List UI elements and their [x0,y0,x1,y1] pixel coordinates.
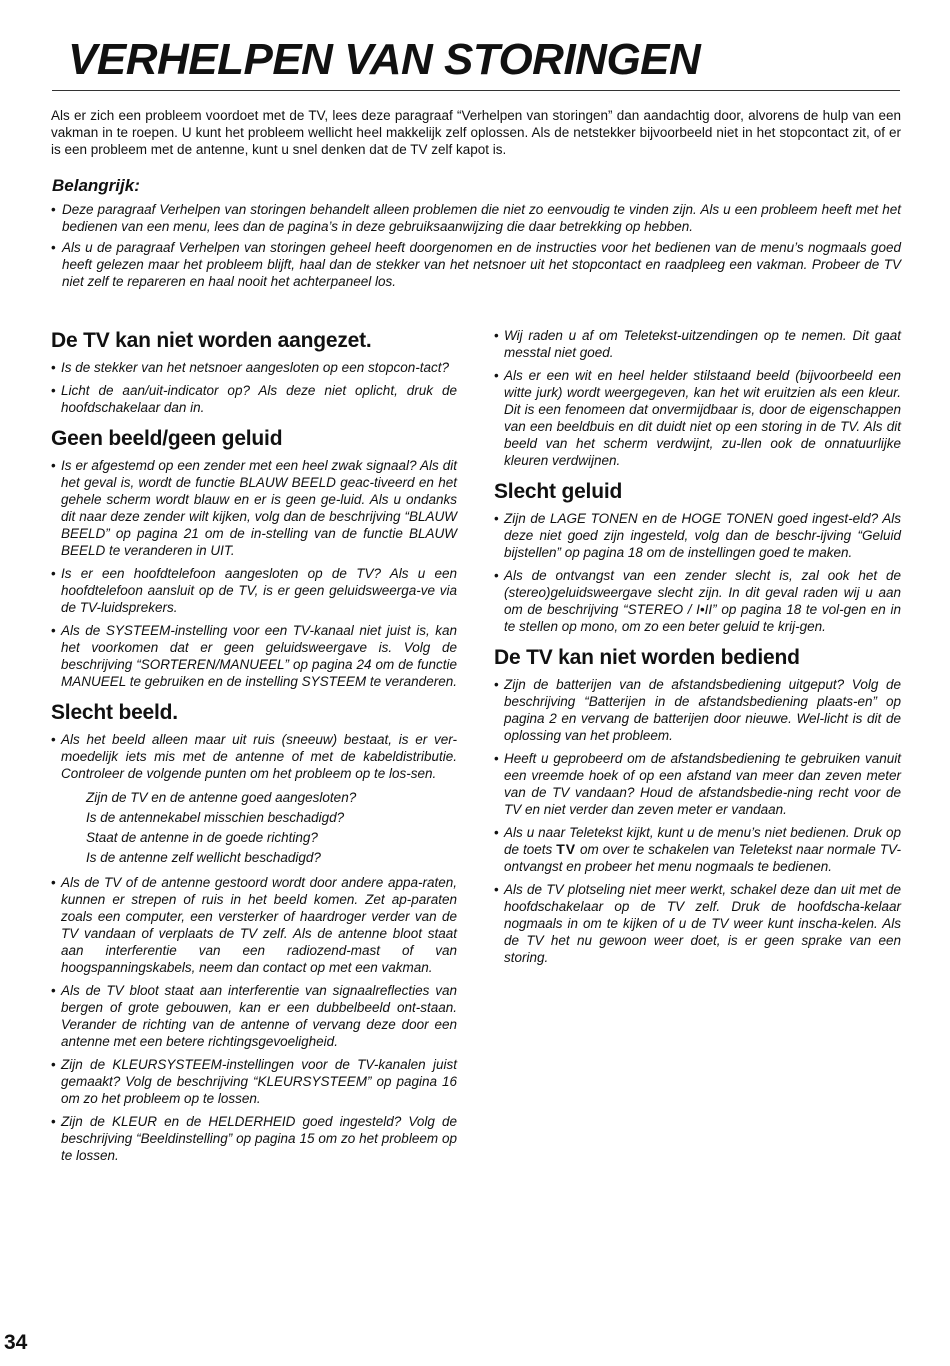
important-list [51,201,901,294]
list-item: • Als de ontvangst van een zender slecht is, zal ook het de (stereo)geluidsweergave slecht zijn. In dit geval raden wij u aan om de beschrijving “STEREO / I•II” op pagina 18 te vol-gen en in te stellen op mono, om zo een beter geluid te krij-gen. [494,567,901,635]
list-item: • Zijn de KLEUR en de HELDERHEID goed ingesteld? Volg de beschrijving “Beeldinstelling” op pagina 15 om zo het probleem op te lossen. [51,1113,457,1164]
right-column [494,327,901,972]
no-picture-sound-list [51,457,457,690]
bad-picture-continued-list [494,327,901,469]
list-item: • Als de TV bloot staat aan interferentie van signaalreflecties van bergen of grote gebouwen, kan er een dubbelbeeld ont-staan. Verander de richting van de antenne of vervang deze door een antenne met een betere richtingsgevoeligheid. [51,982,457,1050]
important-item: • Deze paragraaf Verhelpen van storingen behandelt alleen problemen die niet zo eenvoudig te vinden zijn. Als u een probleem heeft met het bedienen van een menu, lees dan de pagina’s in deze gebruiksaanwijzing die daar betrekking op hebben. [51,201,901,235]
list-item-text: Als het beeld alleen maar uit ruis (sneeuw) bestaat, is er ver-moedelijk iets mis met de antenne of met de kabeldistributie. Controleer de volgende punten om het probleem op te los-sen. [61,732,457,781]
teletext-text-2: om over te schakelen van Teletekst naar normale TV-ontvangst en probeer het menu nogmaals te bedienen. [504,842,901,874]
list-item: • Zijn de LAGE TONEN en de HOGE TONEN goed ingest-eld? Als deze niet goed zijn ingesteld, volg dan de beschr-ijving “Geluid bijstellen” op pagina 18 om de instellingen goed te maken. [494,510,901,561]
list-item: • Als de TV plotseling niet meer werkt, schakel deze dan uit met de hoofdschakelaar op de TV zelf. Druk de hoofdscha-kelaar nogmaals in om te kijken of u de TV weer kunt inscha-kelen. Als de TV het nu gewoon weer doet, is er geen sprake van een storing. [494,881,901,966]
check-item: Zijn de TV en de antenne goed aangesloten? [86,790,357,805]
check-item: Staat de antenne in de goede richting? [86,830,318,845]
page-title: VERHELPEN VAN STORINGEN [68,35,701,84]
list-item: • Als de TV of de antenne gestoord wordt door andere appa-raten, kunnen er strepen of ruis in het beeld komen. Zet ap-paraten zoals een computer, een versterker of haardroger verder van de TV vandaan of verplaats de TV zelf. Als de antenne bloot staat aan interferentie van een radiozend-mast of van hoogspanningskabels, neem dan contact op met een vakman. [51,874,457,976]
important-heading: Belangrijk: [52,176,140,195]
list-item: • Zijn de KLEURSYSTEEM-instellingen voor de TV-kanalen juist gemaakt? Volg de beschrijving “KLEURSYSTEEM” op pagina 16 om zo het probleem op te lossen. [51,1056,457,1107]
page-number: 34 [4,1331,28,1354]
tv-key-label: TV [556,841,577,857]
list-item: • Als de SYSTEEM-instelling voor een TV-kanaal niet juist is, kan het voorkomen dat er geen geluidsweergave is. Volg de beschrijving “SORTEREN/MANUEEL” op pagina 24 om de functie MANUEEL te gebruiken en de instelling SYSTEEM te veranderen. [51,622,457,690]
section-heading-no-control: De TV kan niet worden bediend [494,646,800,669]
section-heading-bad-picture: Slecht beeld. [51,701,178,724]
intro-paragraph: Als er zich een probleem voordoet met de TV, lees deze paragraaf “Verhelpen van storingen” dan aandachtig door, alvorens de hulp van een vakman in te roepen. U kunt het probleem wellicht heel makkelijk zelf oplossen. Als de netstekker bijvoorbeeld niet in het stopcontact zit, of er is een probleem met de antenne, kunt u snel denken dat de TV zelf kapot is. [51,108,901,157]
section-heading-no-power: De TV kan niet worden aangezet. [51,329,372,352]
check-item: Is de antenne zelf wellicht beschadigd? [86,850,321,865]
list-item: • Als er een wit en heel helder stilstaand beeld (bijvoorbeeld een witte jurk) wordt weergegeven, kan het wit eruitzien als een kleur. Dit is een fenomeen dat onvermijdbaar is, door de eigenschappen van een beeldbuis en dit duidt niet op een storing in de TV. Als dit beeld van het scherm verdwijnt, zu-llen ook de onnatuurlijke kleuren verdwijnen. [494,367,901,469]
list-item [51,731,457,868]
section-heading-no-picture-sound: Geen beeld/geen geluid [51,427,283,450]
no-control-list [494,676,901,966]
list-item [494,824,901,875]
bad-sound-list [494,510,901,635]
bad-picture-list [51,731,457,1164]
important-item: • Als u de paragraaf Verhelpen van storingen geheel heeft doorgenomen en de instructies voor het bedienen van de menu’s nogmaals goed heeft gelezen maar het probleem blijft, haal dan de stekker van het netsnoer uit het stopcontact en raadpleeg een vakman. Probeer de TV niet zelf te repareren en haal nooit het achterpaneel los. [51,239,901,290]
check-item: Is de antennekabel misschien beschadigd? [86,810,345,825]
list-item: • Is er een hoofdtelefoon aangesloten op de TV? Als u een hoofdtelefoon aansluit op de TV, is er geen geluidsweerga-ve via de TV-luidsprekers. [51,565,457,616]
teletext-text-1: Als u naar Teletekst kijkt, kunt u de menu’s niet bedienen. Druk op de toets [504,825,901,857]
list-item: • Licht de aan/uit-indicator op? Als deze niet oplicht, druk de hoofdschakelaar dan in. [51,382,457,416]
list-item: • Wij raden u af om Teletekst-uitzendingen op te nemen. Dit gaat messtal niet goed. [494,327,901,361]
section-heading-bad-sound: Slecht geluid [494,480,623,503]
list-item: • Heeft u geprobeerd om de afstandsbediening te gebruiken vanuit een vreemde hoek of op een afstand van meer dan zeven meter van de TV vandaan? Houd de afstandsbedie-ning recht voor de TV en niet verder dan zeven meter er vandaan. [494,750,901,818]
list-item: • Is er afgestemd op een zender met een heel zwak signaal? Als dit het geval is, wordt de functie BLAUW BEELD geac-tiveerd en het gehele scherm wordt blauw en er is geen ge-luid. Als u ondanks dit naar deze zender wilt kijken, volg dan de beschrijving “BLAUW BEELD” op pagina 21 om de in-stelling van de functie BLAUW BEELD te veranderen in UIT. [51,457,457,559]
left-column [51,326,457,1170]
antenna-checklist [61,788,457,868]
list-item: • Zijn de batterijen van de afstandsbediening uitgeput? Volg de beschrijving “Batterijen in de afstandsbediening plaats-en” op pagina 2 en vervang de batterijen door nieuwe. Wel-licht is dit de oplossing van het probleem. [494,676,901,744]
no-power-list [51,359,457,416]
list-item: • Is de stekker van het netsnoer aangesloten op een stopcon-tact? [51,359,457,376]
title-rule [52,90,900,91]
